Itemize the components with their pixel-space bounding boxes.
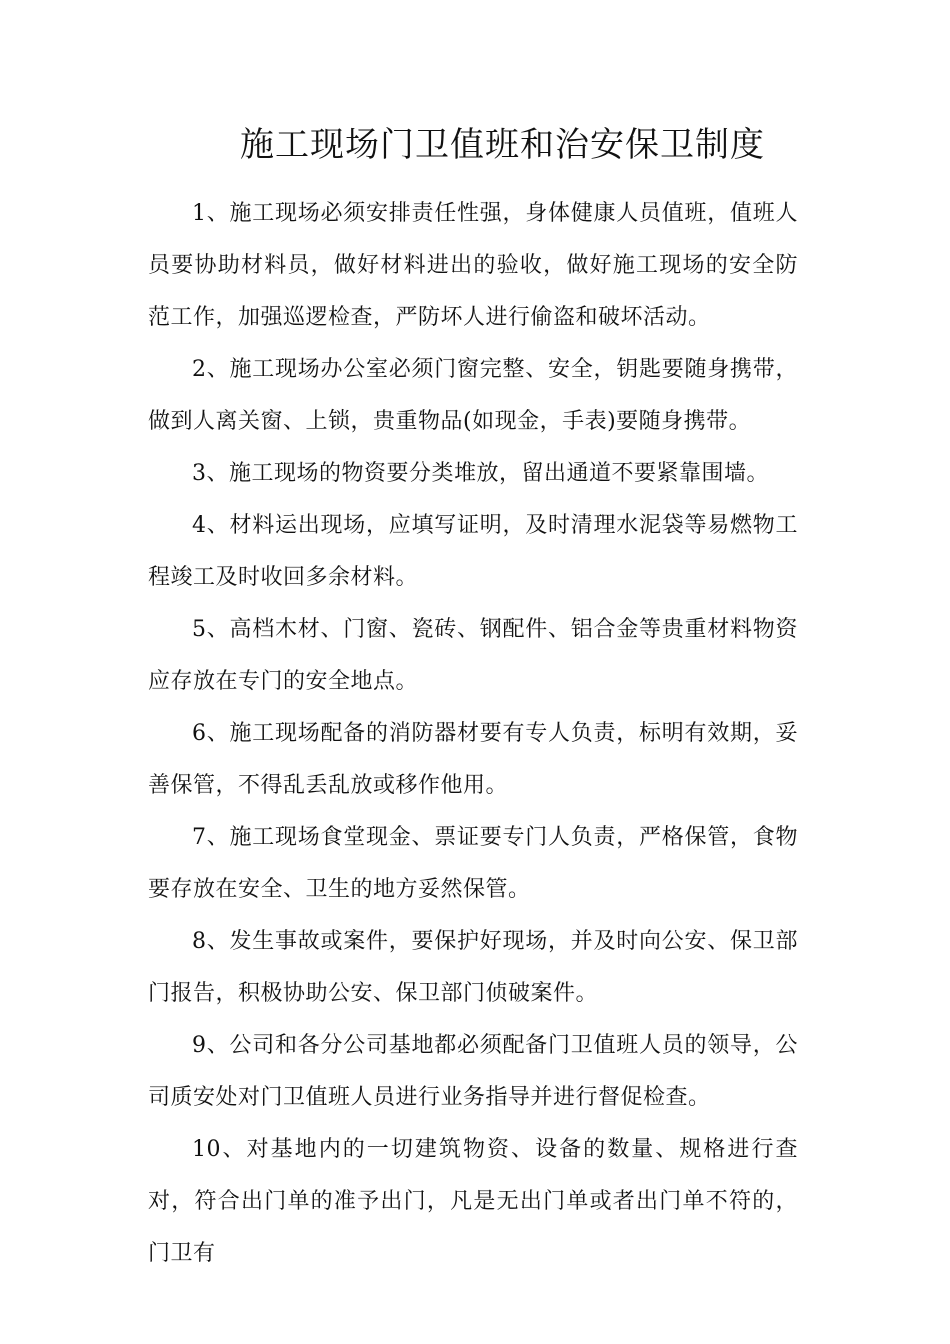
paragraph-7: 7、施工现场食堂现金、票证要专门人负责，严格保管，食物要存放在安全、卫生的地方妥然保管。 bbox=[148, 825, 798, 902]
paragraph-2: 2、施工现场办公室必须门窗完整、安全，钥匙要随身携带，做到人离关窗、上锁，贵重物品(如现金，手表)要随身携带。 bbox=[148, 357, 798, 434]
paragraph-3: 3、施工现场的物资要分类堆放，留出通道不要紧靠围墙。 bbox=[192, 461, 769, 486]
paragraph-10: 10、对基地内的一切建筑物资、设备的数量、规格进行查对，符合出门单的准予出门，凡是无出门单或者出门单不符的，门卫有 bbox=[148, 1137, 798, 1266]
document-title: 施工现场门卫值班和治安保卫制度 bbox=[240, 125, 765, 165]
paragraph-9: 9、公司和各分公司基地都必须配备门卫值班人员的领导，公司质安处对门卫值班人员进行业务指导并进行督促检查。 bbox=[148, 1033, 798, 1110]
paragraph-4: 4、材料运出现场，应填写证明，及时清理水泥袋等易燃物工程竣工及时收回多余材料。 bbox=[148, 513, 798, 590]
document-body bbox=[148, 188, 798, 1280]
paragraph-6: 6、施工现场配备的消防器材要有专人负责，标明有效期，妥善保管，不得乱丢乱放或移作他用。 bbox=[148, 721, 798, 798]
paragraph-8: 8、发生事故或案件，要保护好现场，并及时向公安、保卫部门报告，积极协助公安、保卫部门侦破案件。 bbox=[148, 929, 798, 1006]
paragraph-5: 5、高档木材、门窗、瓷砖、钢配件、铝合金等贵重材料物资应存放在专门的安全地点。 bbox=[148, 617, 798, 694]
paragraph-1: 1、施工现场必须安排责任性强，身体健康人员值班，值班人员要协助材料员，做好材料进出的验收，做好施工现场的安全防范工作，加强巡逻检查，严防坏人进行偷盗和破坏活动。 bbox=[148, 201, 798, 330]
